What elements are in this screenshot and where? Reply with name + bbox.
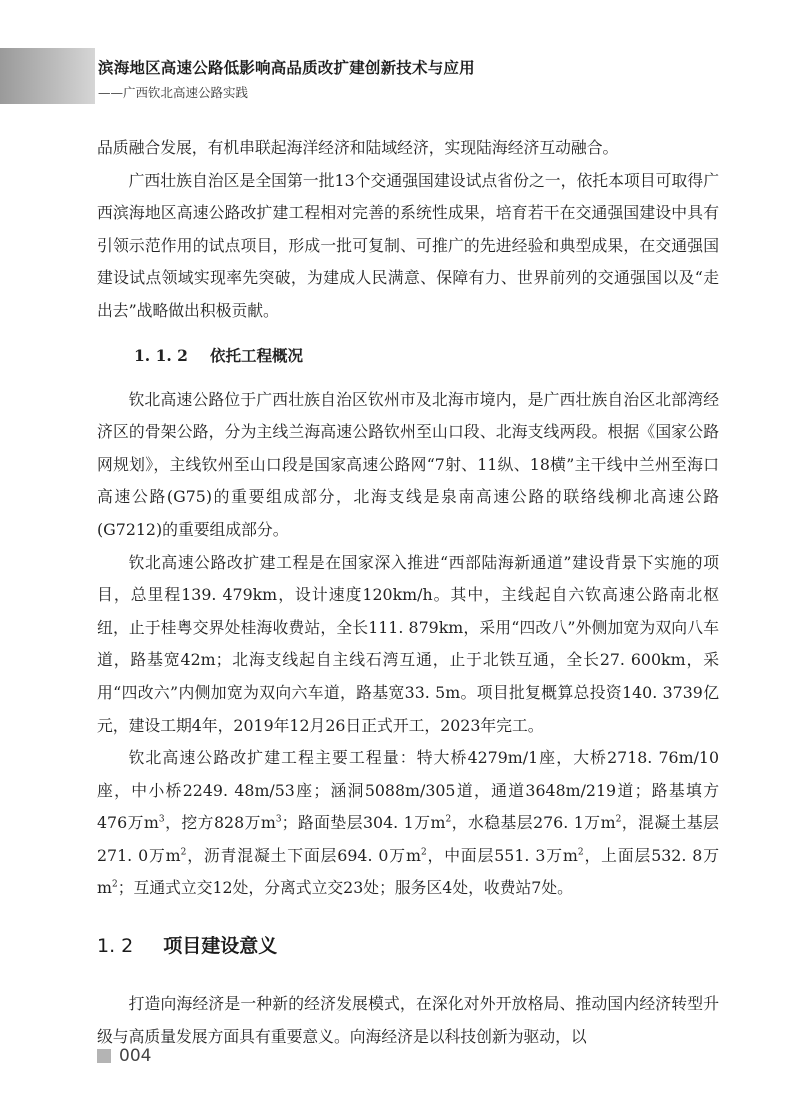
- running-header: [98, 56, 475, 101]
- paragraph-significance: 打造向海经济是一种新的经济发展模式，在深化对外开放格局、推动国内经济转型升级与高质量发展方面具有重要意义。向海经济是以科技创新为驱动，以: [97, 994, 719, 1046]
- book-subtitle: ——广西钦北高速公路实践: [98, 85, 249, 100]
- section-title: 依托工程概况: [209, 345, 303, 365]
- header-decoration-band: [0, 48, 95, 104]
- page-body: [97, 132, 719, 1053]
- page-marker-square: [97, 1049, 111, 1063]
- page-footer: [97, 1046, 151, 1066]
- page-number: 004: [119, 1046, 152, 1066]
- section-number: 1. 1. 2: [134, 345, 188, 365]
- paragraph-project-overview: 钦北高速公路改扩建工程是在国家深入推进“西部陆海新通道”建设背景下实施的项目，总里程139. 479km，设计速度120km/h。其中，主线起自六钦高速公路南北枢纽，止于桂粤交界处桂海收费站，全长111. 879km，采用“四改八”外侧加宽为双向八车道，路基宽42m；北海支线起自主线石湾互通，止于北铁互通，全长27. 600km，采用“四改六”内侧加宽为双向六车道，路基宽33. 5m。项目批复概算总投资140. 3739亿元，建设工期4年，2019年12月26日正式开工，2023年完工。: [97, 552, 719, 735]
- section-title: 项目建设意义: [163, 935, 278, 958]
- paragraph-pilot-province: 广西壮族自治区是全国第一批13个交通强国建设试点省份之一，依托本项目可取得广西滨海地区高速公路改扩建工程相对完善的系统性成果，培育若干在交通强国建设中具有引领示范作用的试点项目，形成一批可复制、可推广的先进经验和典型成果，在交通强国建设试点领域实现率先突破，为建成人民满意、保障有力、世界前列的交通强国以及“走出去”战略做出积极贡献。: [97, 170, 719, 320]
- section-heading-1-2: [97, 931, 719, 958]
- paragraph-highway-location: 钦北高速公路位于广西壮族自治区钦州市及北海市境内，是广西壮族自治区北部湾经济区的骨架公路，分为主线兰海高速公路钦州至山口段、北海支线两段。根据《国家公路网规划》，主线钦州至山口段是国家高速公路网“7射、11纵、18横”主干线中兰州至海口高速公路(G75)的重要组成部分，北海支线是泉南高速公路的联络线柳北高速公路(G7212)的重要组成部分。: [97, 389, 719, 539]
- paragraph-continuation: 品质融合发展，有机串联起海洋经济和陆域经济，实现陆海经济互动融合。: [97, 138, 619, 157]
- paragraph-quantities: 钦北高速公路改扩建工程主要工程量：特大桥4279m/1座，大桥2718. 76m/10座，中小桥2249. 48m/53座；涵洞5088m/305道，通道3648m/219道；路基填方476万$m^3$，挖方828万$m^3$；路面垫层304. 1万$m^2$，水稳基层276. 1万$m^2$，混凝土基层271. 0万$m^2$，沥青混凝土下面层694. 0万$m^2$，中面层551. 3万$m^2$，上面层532. 8万$m^2$；互通式立交12处，分离式立交23处；服务区4处，收费站7处。: [97, 748, 719, 898]
- section-number: 1. 2: [97, 935, 134, 958]
- section-heading-1-1-2: [97, 341, 719, 371]
- book-title: 滨海地区高速公路低影响高品质改扩建创新技术与应用: [98, 58, 475, 77]
